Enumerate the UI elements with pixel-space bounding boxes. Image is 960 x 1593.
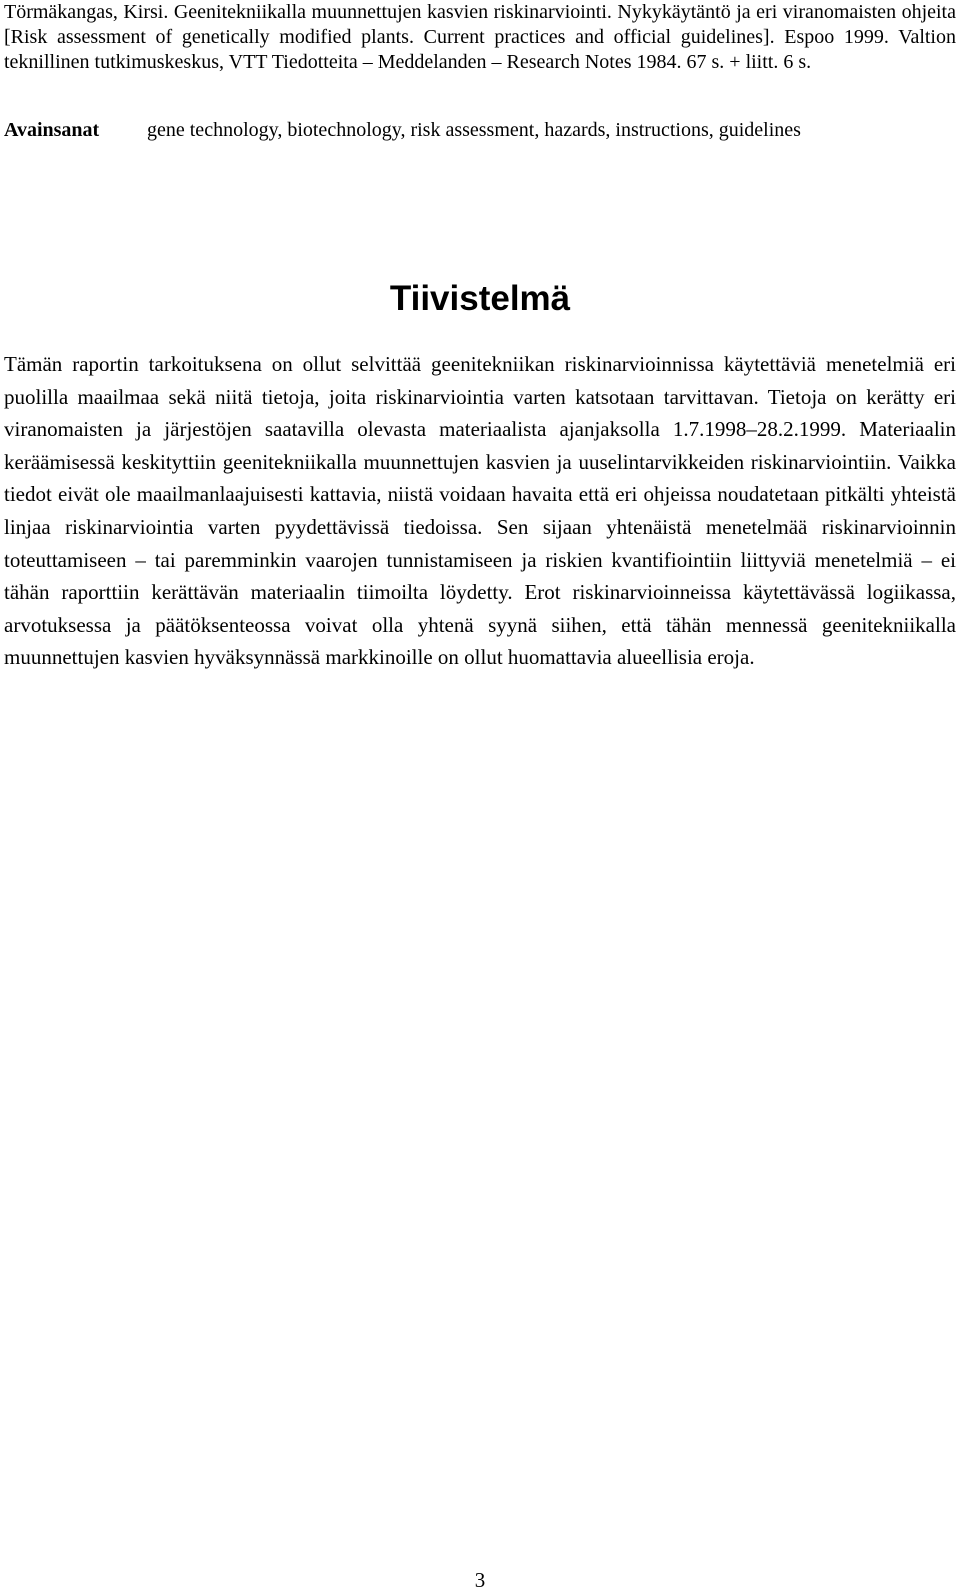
abstract-body: Tämän raportin tarkoituksena on ollut selvittää geenitekniikan riskinarvioinnissa käytettäviä menetelmiä eri puolilla maailmaa sekä niitä tietoja, joita riskinarviointia varten katsotaan tarvittavan. Tietoja on kerätty eri viranomaisten ja järjestöjen saatavilla olevasta materiaalista ajanjaksolla 1.7.1998–28.2.1999. Materiaalin keräämisessä keskityttiin geenitekniikalla muunnettujen kasvien ja uuselintarvikkeiden riskinarviointiin. Vaikka tiedot eivät ole maailmanlaajuisesti kattavia, niistä voidaan havaita että eri ohjeissa noudatetaan pitkälti yhteistä linjaa riskinarviointia varten pyydettävissä tiedoissa. Sen sijaan yhtenäistä menetelmää riskinarvioinnin toteuttamiseen – tai paremminkin vaarojen tunnistamiseen ja riskien kvantifiointiin liittyviä menetelmiä – ei tähän raporttiin kerättävän materiaalin tiimoilta löydetty. Erot riskinarvioinneissa käytettävässä logiikassa, arvotuksessa ja päätöksenteossa voivat olla yhtenä syynä siihen, että tähän mennessä geenitekniikalla muunnettujen kasvien hyväksynnässä markkinoille on ollut huomattavia alueellisia eroja. (4, 352, 956, 670)
keywords-label: Avainsanat (4, 119, 100, 141)
page-number: 3 (474, 1568, 486, 1592)
bibliographic-citation: Törmäkangas, Kirsi. Geenitekniikalla muunnettujen kasvien riskinarviointi. Nykykäytäntö ja eri viranomaisten ohjeita [Risk assessment of genetically modified plants. Current practices and official guidelines]. Espoo 1999. Valtion teknillinen tutkimuskeskus, VTT Tiedotteita – Meddelanden – Research Notes 1984. 67 s. + liitt. 6 s. (4, 1, 956, 73)
keywords-text: gene technology, biotechnology, risk assessment, hazards, instructions, guidelines (147, 119, 801, 141)
abstract-heading: Tiivistelmä (389, 279, 571, 318)
